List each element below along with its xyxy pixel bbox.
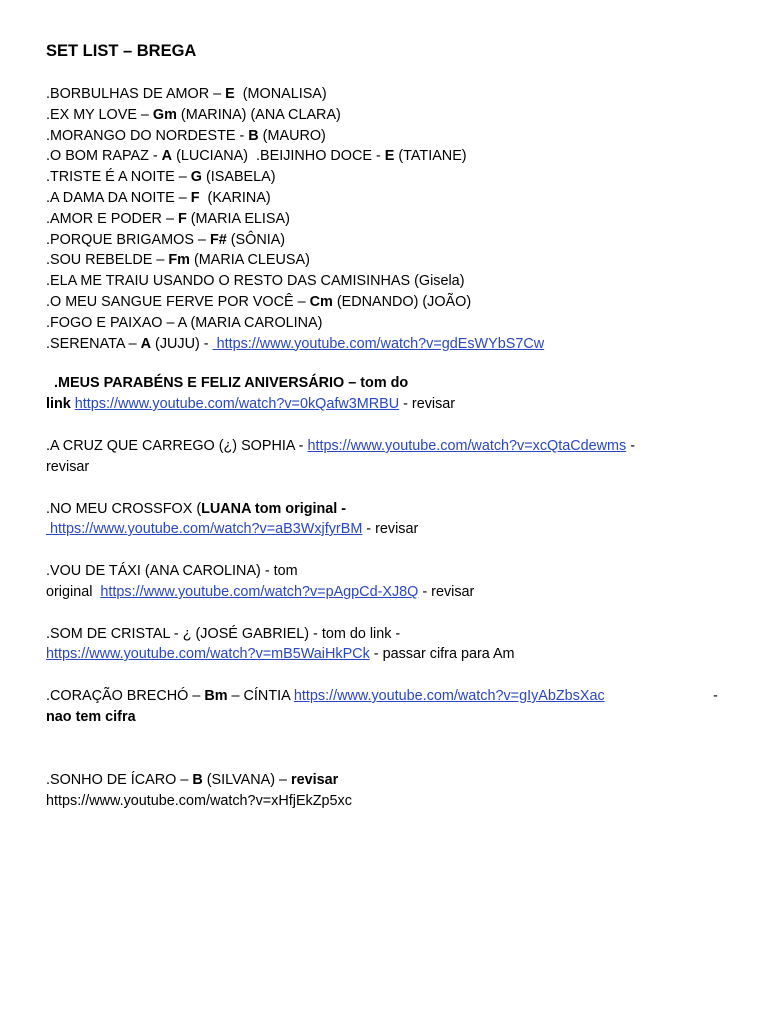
youtube-link[interactable]: https://www.youtube.com/watch?v=pAgpCd-XJ8Q xyxy=(100,584,419,600)
list-item xyxy=(46,624,400,644)
note-text: - passar cifra para Am xyxy=(369,646,515,662)
singer-text: – CÍNTIA xyxy=(227,688,294,704)
song-title: .EX MY LOVE – xyxy=(46,106,153,123)
youtube-link[interactable]: https://www.youtube.com/watch?v=mB5WaiHkPCk xyxy=(46,646,370,662)
song-title: .A CRUZ QUE CARREGO (¿) SOPHIA - xyxy=(46,438,308,454)
list-item xyxy=(46,582,474,602)
song-text: link xyxy=(46,396,75,412)
song-title: .BORBULHAS DE AMOR – xyxy=(46,86,226,102)
list-item xyxy=(46,334,544,354)
singer-text: (MONALISA) xyxy=(234,86,327,102)
song-title: .CORAÇÃO BRECHÓ – xyxy=(46,688,205,704)
song-key: Fm xyxy=(168,252,190,269)
song-title: .O BOM RAPAZ - xyxy=(46,148,162,165)
singer-text: (KARINA) xyxy=(199,190,271,206)
song-key: E xyxy=(225,86,235,102)
list-item xyxy=(46,499,346,519)
song-key: F xyxy=(190,190,200,206)
singer-text: (TATIANE) xyxy=(394,148,467,165)
singer-text: (MARIA CLEUSA) xyxy=(189,252,310,269)
page-title: SET LIST – BREGA xyxy=(46,42,197,60)
list-item xyxy=(46,292,471,312)
list-item xyxy=(46,126,326,146)
note-text: nao tem cifra xyxy=(46,709,136,725)
youtube-link[interactable]: https://www.youtube.com/watch?v=gdEsWYbS7Cw xyxy=(212,335,545,352)
song-title: .AMOR E PODER – xyxy=(46,210,178,227)
list-item xyxy=(46,686,605,706)
singer-text: (ISABELA) xyxy=(201,169,276,186)
note-text: original xyxy=(46,584,101,600)
note-text: - xyxy=(626,438,635,454)
singer-text: (EDNANDO) (JOÃO) xyxy=(332,294,472,310)
song-title: .MEUS PARABÉNS E FELIZ ANIVERSÁRIO – tom do xyxy=(46,375,409,391)
youtube-link[interactable]: https://www.youtube.com/watch?v=0kQafw3MRBU xyxy=(74,396,400,412)
list-item xyxy=(46,250,310,270)
singer-text: (LUCIANA) .BEIJINHO DOCE - xyxy=(172,148,385,165)
song-title: .ELA ME TRAIU USANDO O RESTO DAS CAMISINHAS (Gisela) xyxy=(46,273,465,290)
singer-text: (MARIA ELISA) xyxy=(186,210,290,227)
list-item xyxy=(46,105,341,125)
list-item xyxy=(46,230,285,250)
singer-text: (SILVANA) – xyxy=(202,772,291,788)
song-key: B xyxy=(248,127,259,144)
song-title: .PORQUE BRIGAMOS – xyxy=(46,231,210,248)
singer-note: LUANA tom original - xyxy=(201,501,347,517)
youtube-link[interactable]: https://www.youtube.com/watch?v=aB3WxjfyrBM xyxy=(46,521,363,537)
song-key: A xyxy=(140,335,152,352)
list-item xyxy=(46,167,276,187)
list-item xyxy=(46,791,352,811)
list-item xyxy=(46,770,338,790)
dash-text: - xyxy=(713,688,718,704)
song-title: .SERENATA – xyxy=(46,335,141,352)
list-item xyxy=(46,394,455,414)
song-key: B xyxy=(192,772,203,788)
song-title: .VOU DE TÁXI (ANA CAROLINA) - tom xyxy=(46,563,298,579)
song-title: .FOGO E PAIXAO – A (MARIA CAROLINA) xyxy=(46,314,323,331)
singer-text: (JUJU) - xyxy=(151,335,213,352)
singer-text: (SÔNIA) xyxy=(226,231,286,248)
song-title: .TRISTE É A NOITE – xyxy=(46,169,191,186)
song-key: Cm xyxy=(309,294,333,310)
youtube-link[interactable]: https://www.youtube.com/watch?v=gIyAbZbsXac xyxy=(293,688,605,704)
list-item xyxy=(46,209,290,229)
song-title: .MORANGO DO NORDESTE - xyxy=(46,127,249,144)
youtube-link[interactable]: https://www.youtube.com/watch?v=xcQtaCdewms xyxy=(307,438,627,454)
song-key: F xyxy=(177,210,187,227)
singer-text: (MAURO) xyxy=(258,127,326,144)
plain-url: https://www.youtube.com/watch?v=xHfjEkZp5xc xyxy=(46,793,352,809)
list-item xyxy=(46,707,136,727)
list-item xyxy=(46,457,89,477)
note-text: revisar xyxy=(290,772,339,788)
note-text: - revisar xyxy=(418,584,475,600)
song-title: .SONHO DE ÍCARO – xyxy=(46,772,193,788)
note-text: - revisar xyxy=(399,396,456,412)
list-item xyxy=(46,373,408,393)
list-item xyxy=(46,644,515,664)
song-key: A xyxy=(161,148,173,165)
song-title: .SOU REBELDE – xyxy=(46,252,169,269)
list-item xyxy=(46,313,322,333)
singer-text: (MARINA) (ANA CLARA) xyxy=(176,106,341,123)
song-title: .NO MEU CROSSFOX ( xyxy=(46,501,202,517)
song-title: .A DAMA DA NOITE – xyxy=(46,190,191,206)
note-text: revisar xyxy=(46,459,90,475)
list-item xyxy=(46,271,464,291)
song-key: F# xyxy=(209,231,227,248)
song-title: .O MEU SANGUE FERVE POR VOCÊ – xyxy=(46,294,310,310)
song-key: Bm xyxy=(204,688,228,704)
list-item xyxy=(46,84,327,104)
song-key: E xyxy=(384,148,395,165)
song-key: G xyxy=(190,169,202,186)
list-item xyxy=(46,519,418,539)
note-text: - revisar xyxy=(362,521,419,537)
song-key: Gm xyxy=(152,106,177,123)
song-title: .SOM DE CRISTAL - ¿ (JOSÉ GABRIEL) - tom do link - xyxy=(46,626,401,642)
list-item xyxy=(46,436,635,456)
list-item xyxy=(46,188,271,208)
list-item xyxy=(46,146,467,166)
list-item xyxy=(46,561,298,581)
